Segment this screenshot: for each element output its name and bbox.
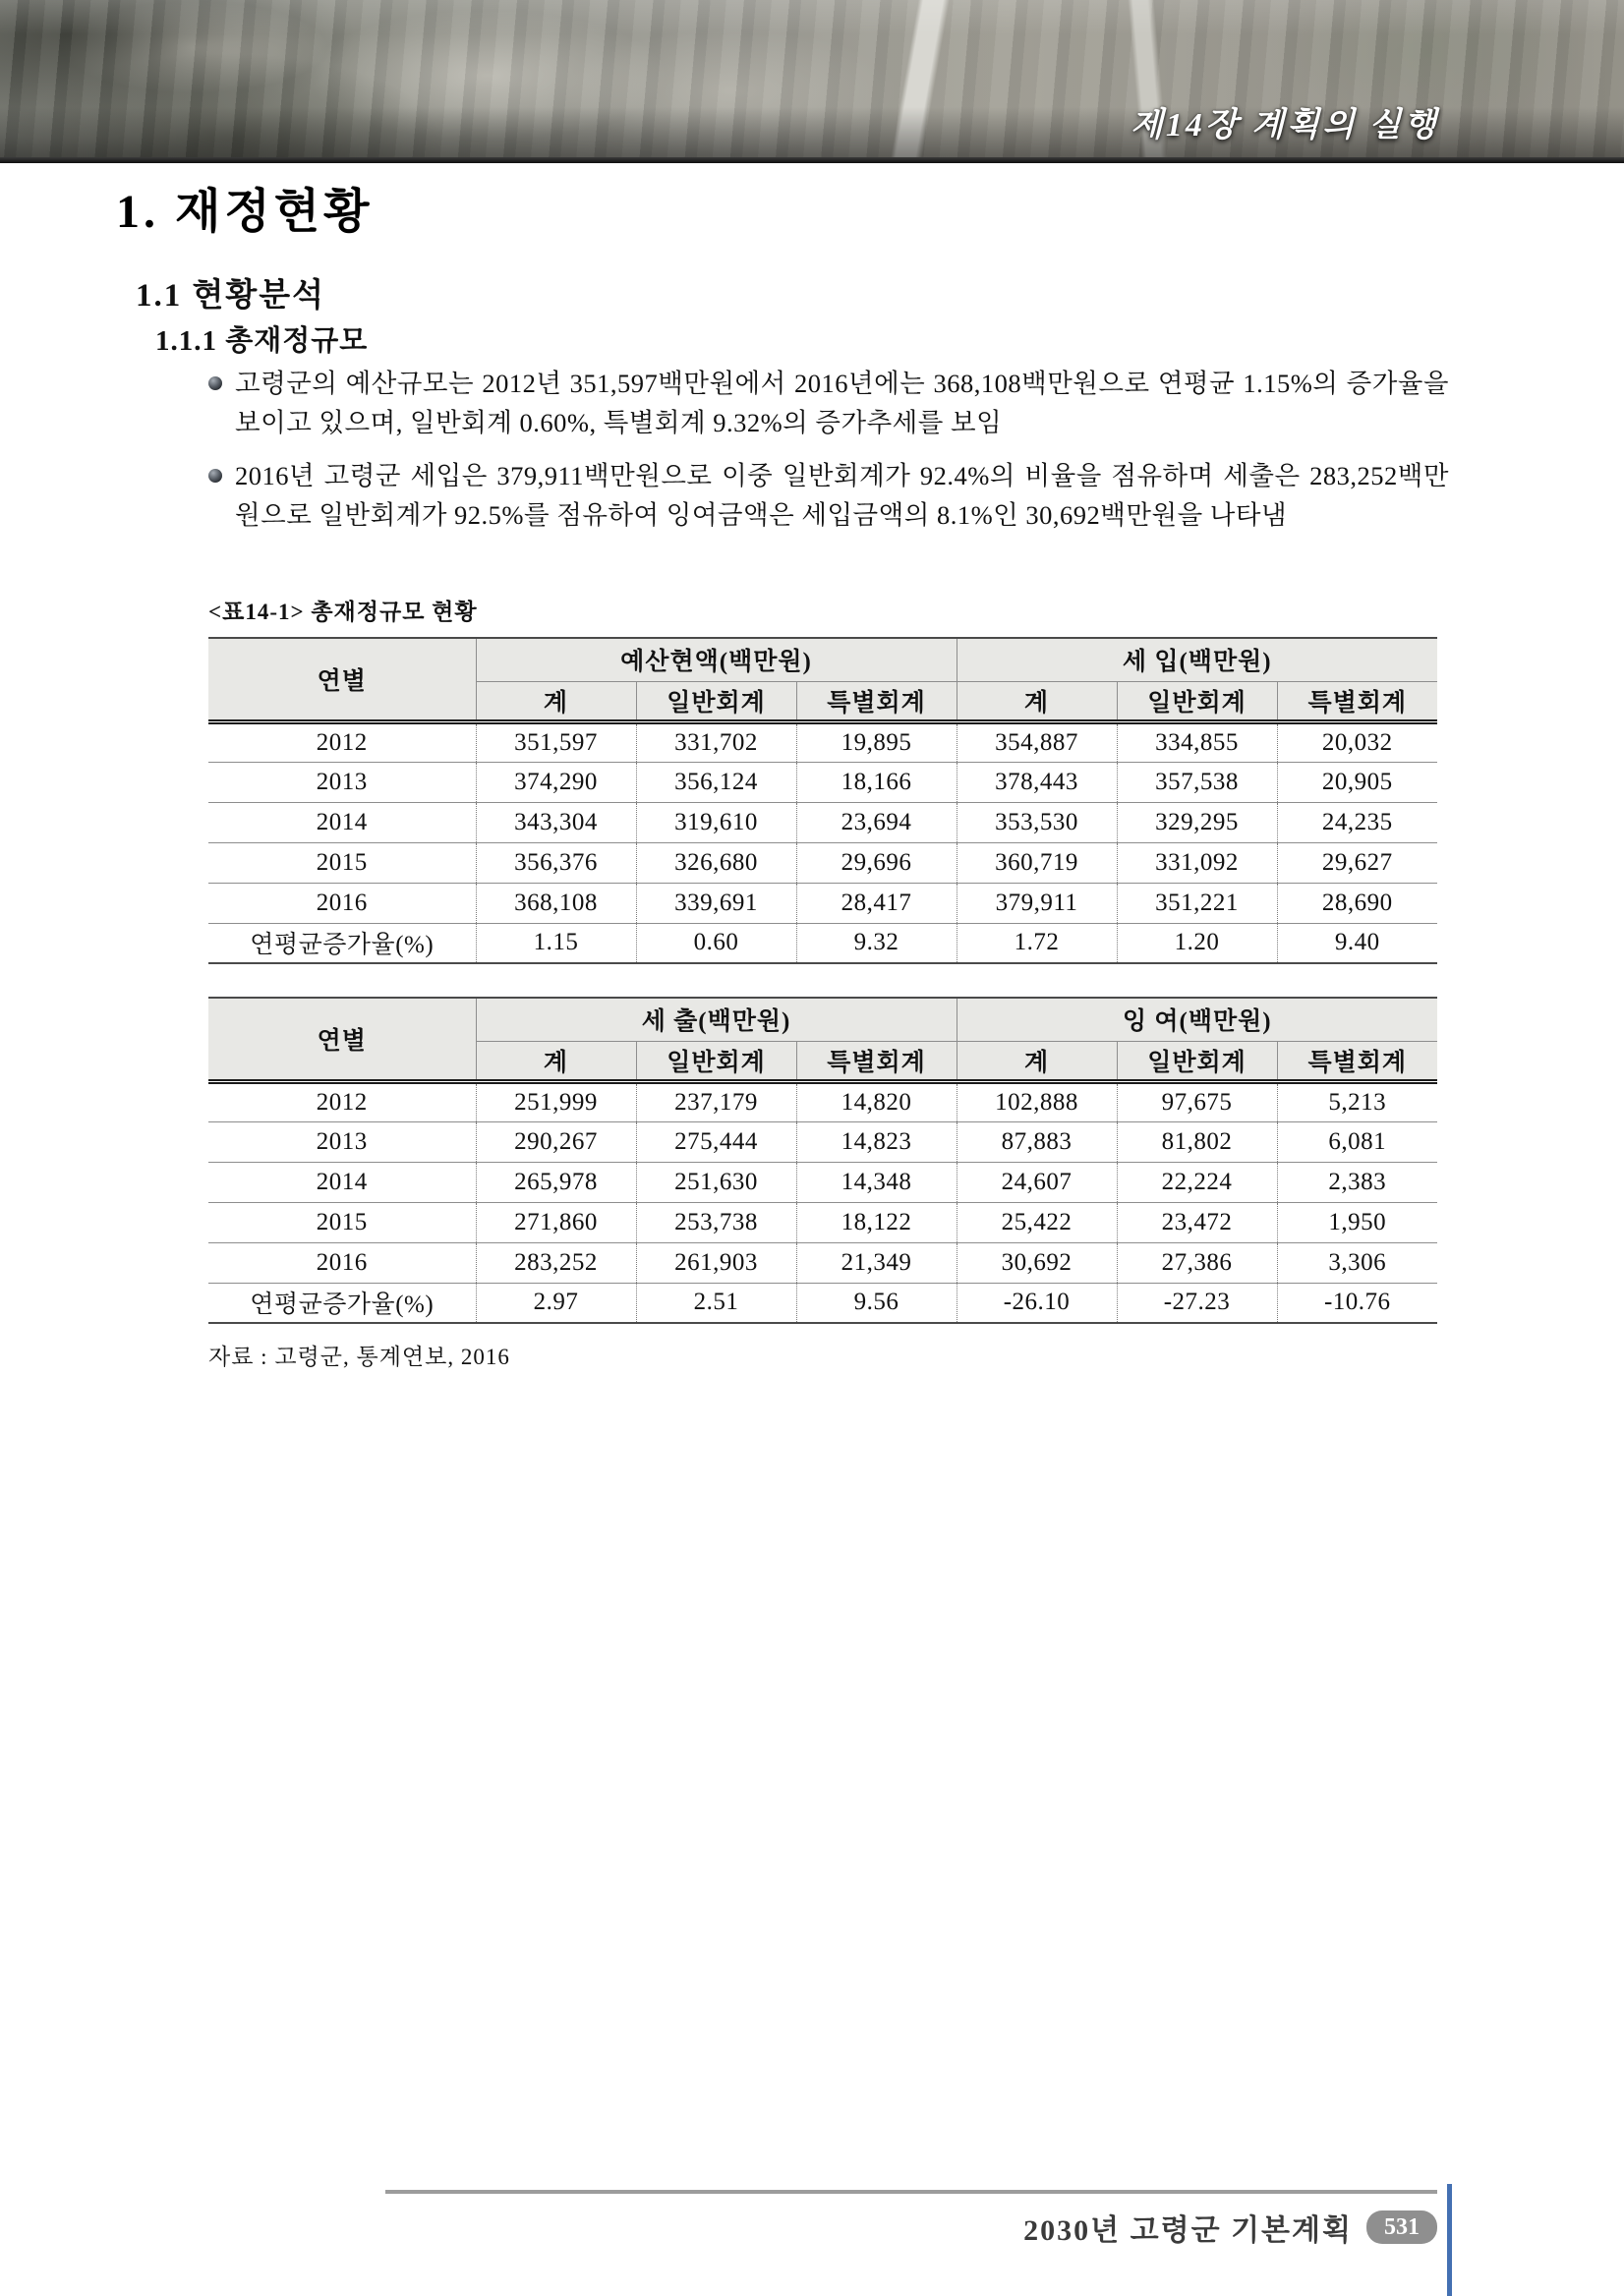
value-cell: 2,383 [1277, 1162, 1437, 1202]
col-group-budget: 예산현액(백만원) [476, 638, 957, 681]
value-cell: 14,348 [796, 1162, 957, 1202]
value-cell: 343,304 [476, 802, 636, 842]
value-cell: 357,538 [1117, 762, 1277, 802]
value-cell: 251,999 [476, 1081, 636, 1121]
value-cell: 28,417 [796, 883, 957, 923]
table-row [208, 1202, 1437, 1242]
value-cell: 253,738 [636, 1202, 796, 1242]
value-cell: 334,855 [1117, 721, 1277, 762]
value-cell: 331,702 [636, 721, 796, 762]
bullet-item [208, 364, 1449, 442]
table-row [208, 762, 1437, 802]
table-row [208, 883, 1437, 923]
value-cell: 9.32 [796, 923, 957, 963]
table-caption: <표14-1> 총재정규모 현황 [208, 600, 478, 624]
value-cell: 97,675 [1117, 1081, 1277, 1121]
col-header-general: 일반회계 [1117, 681, 1277, 721]
year-cell: 연평균증가율(%) [208, 923, 476, 963]
year-cell: 2013 [208, 762, 476, 802]
table-row [208, 1283, 1437, 1323]
value-cell: 27,386 [1117, 1242, 1277, 1283]
col-header-general: 일반회계 [636, 1041, 796, 1081]
value-cell: 290,267 [476, 1121, 636, 1162]
footer-divider [385, 2190, 1437, 2194]
value-cell: 24,235 [1277, 802, 1437, 842]
value-cell: 374,290 [476, 762, 636, 802]
value-cell: 356,376 [476, 842, 636, 883]
value-cell: 0.60 [636, 923, 796, 963]
col-group-surplus: 잉 여(백만원) [957, 998, 1437, 1041]
source-note: 자료 : 고령군, 통계연보, 2016 [208, 1345, 510, 1369]
value-cell: -10.76 [1277, 1283, 1437, 1323]
col-group-expenditure: 세 출(백만원) [476, 998, 957, 1041]
value-cell: -26.10 [957, 1283, 1117, 1323]
value-cell: 331,092 [1117, 842, 1277, 883]
year-cell: 2015 [208, 842, 476, 883]
value-cell: 261,903 [636, 1242, 796, 1283]
value-cell: 360,719 [957, 842, 1117, 883]
year-cell: 2012 [208, 1081, 476, 1121]
value-cell: 14,820 [796, 1081, 957, 1121]
value-cell: 81,802 [1117, 1121, 1277, 1162]
header-divider [0, 157, 1624, 163]
bullet-text: 고령군의 예산규모는 2012년 351,597백만원에서 2016년에는 368,108백만원으로 연평균 1.15%의 증가율을 보이고 있으며, 일반회계 0.60%, 특별회계 9.32%의 증가추세를 보임 [235, 369, 1449, 437]
page-title: 1. 재정현황 [116, 186, 374, 238]
value-cell: 251,630 [636, 1162, 796, 1202]
bullet-icon [208, 469, 222, 483]
value-cell: 21,349 [796, 1242, 957, 1283]
value-cell: 271,860 [476, 1202, 636, 1242]
value-cell: 9.40 [1277, 923, 1437, 963]
year-cell: 2016 [208, 1242, 476, 1283]
value-cell: 368,108 [476, 883, 636, 923]
table-row [208, 1121, 1437, 1162]
col-header-total: 계 [957, 681, 1117, 721]
value-cell: 354,887 [957, 721, 1117, 762]
table-row [208, 1162, 1437, 1202]
value-cell: 18,122 [796, 1202, 957, 1242]
col-header-special: 특별회계 [796, 681, 957, 721]
value-cell: 1.72 [957, 923, 1117, 963]
value-cell: 29,627 [1277, 842, 1437, 883]
value-cell: 6,081 [1277, 1121, 1437, 1162]
value-cell: 329,295 [1117, 802, 1277, 842]
value-cell: 339,691 [636, 883, 796, 923]
col-header-special: 특별회계 [1277, 1041, 1437, 1081]
table-row [208, 1242, 1437, 1283]
value-cell: 326,680 [636, 842, 796, 883]
value-cell: 378,443 [957, 762, 1117, 802]
col-header-special: 특별회계 [1277, 681, 1437, 721]
bullet-item [208, 456, 1449, 535]
year-cell: 2012 [208, 721, 476, 762]
value-cell: 319,610 [636, 802, 796, 842]
table-row [208, 1081, 1437, 1121]
col-header-year: 연별 [208, 638, 476, 721]
footer-title: 2030년 고령군 기본계획 [1023, 2214, 1353, 2247]
col-header-special: 특별회계 [796, 1041, 957, 1081]
value-cell: 2.51 [636, 1283, 796, 1323]
header-aerial-photo [0, 0, 1624, 157]
value-cell: 28,690 [1277, 883, 1437, 923]
value-cell: 1,950 [1277, 1202, 1437, 1242]
year-cell: 2013 [208, 1121, 476, 1162]
value-cell: 102,888 [957, 1081, 1117, 1121]
value-cell: 25,422 [957, 1202, 1117, 1242]
table-row [208, 923, 1437, 963]
value-cell: 356,124 [636, 762, 796, 802]
year-cell: 연평균증가율(%) [208, 1283, 476, 1323]
value-cell: 351,221 [1117, 883, 1277, 923]
col-header-total: 계 [476, 1041, 636, 1081]
value-cell: 19,895 [796, 721, 957, 762]
value-cell: 1.20 [1117, 923, 1277, 963]
value-cell: 29,696 [796, 842, 957, 883]
value-cell: 1.15 [476, 923, 636, 963]
value-cell: 351,597 [476, 721, 636, 762]
col-header-total: 계 [957, 1041, 1117, 1081]
footer [1023, 2206, 1437, 2249]
value-cell: -27.23 [1117, 1283, 1277, 1323]
col-header-year: 연별 [208, 998, 476, 1081]
bullet-icon [208, 376, 222, 390]
subsection-heading: 1.1.1 총재정규모 [155, 325, 369, 357]
col-header-general: 일반회계 [1117, 1041, 1277, 1081]
value-cell: 275,444 [636, 1121, 796, 1162]
col-group-revenue: 세 입(백만원) [957, 638, 1437, 681]
value-cell: 22,224 [1117, 1162, 1277, 1202]
value-cell: 2.97 [476, 1283, 636, 1323]
bullet-text: 2016년 고령군 세입은 379,911백만원으로 이중 일반회계가 92.4%의 비율을 점유하며 세출은 283,252백만원으로 일반회계가 92.5%를 점유하여 잉여금액은 세입금액의 8.1%인 30,692백만원을 나타냄 [235, 461, 1449, 530]
value-cell: 20,905 [1277, 762, 1437, 802]
value-cell: 3,306 [1277, 1242, 1437, 1283]
table-row [208, 721, 1437, 762]
year-cell: 2014 [208, 1162, 476, 1202]
table-row [208, 842, 1437, 883]
value-cell: 265,978 [476, 1162, 636, 1202]
value-cell: 5,213 [1277, 1081, 1437, 1121]
value-cell: 23,694 [796, 802, 957, 842]
budget-revenue-table [208, 637, 1437, 964]
value-cell: 353,530 [957, 802, 1117, 842]
section-heading: 1.1 현황분석 [136, 278, 326, 314]
value-cell: 18,166 [796, 762, 957, 802]
year-cell: 2016 [208, 883, 476, 923]
value-cell: 283,252 [476, 1242, 636, 1283]
col-header-total: 계 [476, 681, 636, 721]
chapter-heading: 제14장 계획의 실행 [1131, 107, 1439, 144]
value-cell: 9.56 [796, 1283, 957, 1323]
value-cell: 14,823 [796, 1121, 957, 1162]
value-cell: 237,179 [636, 1081, 796, 1121]
col-header-general: 일반회계 [636, 681, 796, 721]
value-cell: 30,692 [957, 1242, 1117, 1283]
value-cell: 20,032 [1277, 721, 1437, 762]
value-cell: 24,607 [957, 1162, 1117, 1202]
value-cell: 87,883 [957, 1121, 1117, 1162]
year-cell: 2015 [208, 1202, 476, 1242]
page-number-badge: 531 [1366, 2210, 1437, 2244]
bullet-list [208, 364, 1449, 548]
table-row [208, 802, 1437, 842]
value-cell: 23,472 [1117, 1202, 1277, 1242]
year-cell: 2014 [208, 802, 476, 842]
page-edge-accent [1447, 2184, 1452, 2296]
value-cell: 379,911 [957, 883, 1117, 923]
expenditure-surplus-table [208, 997, 1437, 1324]
